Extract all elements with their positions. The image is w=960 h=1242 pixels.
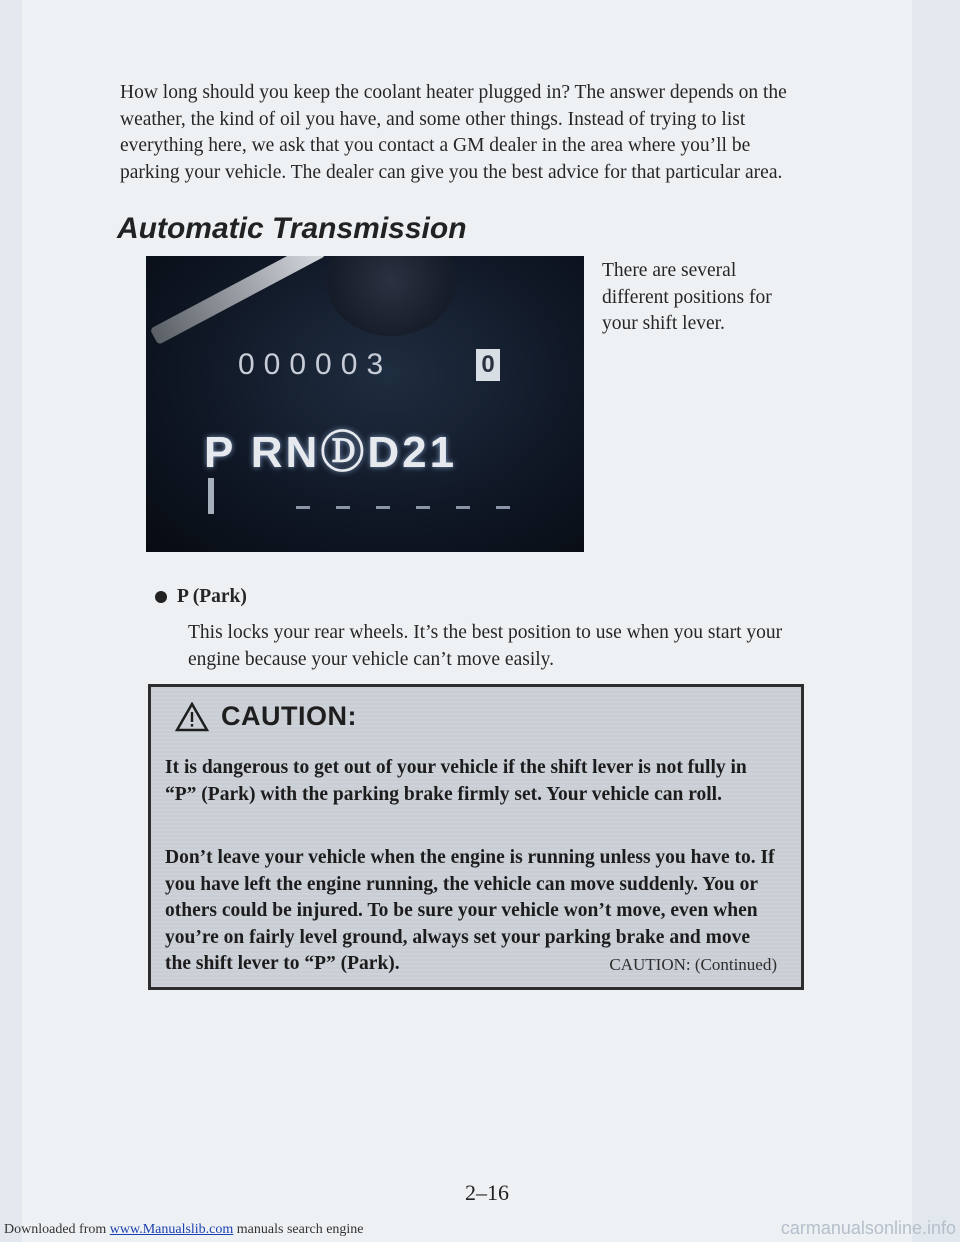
right-margin xyxy=(912,0,960,1242)
indicator-tick xyxy=(208,478,214,514)
warning-triangle-icon xyxy=(175,702,209,732)
odometer-value: 00000 xyxy=(238,348,367,381)
gear-indicator: P RNⒹD21 xyxy=(204,428,458,477)
footer-prefix: Downloaded from xyxy=(4,1222,110,1237)
watermark: carmanualsonline.info xyxy=(780,1218,956,1238)
download-footer xyxy=(4,1222,364,1238)
odometer-tail: 3 xyxy=(366,348,393,381)
intro-paragraph: How long should you keep the coolant heater plugged in? The answer depends on the weather, the kind of oil you have, and some other things. Instead of trying to list everything here, we ask that you contact a GM dealer in the area where you’ll be parking your vehicle. The dealer can give you the best advice for that particular area. xyxy=(120,82,787,183)
odometer-digits xyxy=(238,348,392,382)
left-margin xyxy=(0,0,22,1242)
caution-header xyxy=(175,701,357,732)
caution-paragraph-1: It is dangerous to get out of your vehicle if the shift lever is not fully in “P” (Park) with the parking brake firmly set. Your vehicle can roll. xyxy=(165,757,747,805)
caution-paragraph-2: Don’t leave your vehicle when the engine is running unless you have to. If you have left the engine running, the vehicle can move suddenly. You or others could be injured. To be sure your vehicle won’t move, even when you’re on fairly level ground, always set your parking brake and move the shift lever to “P” (Park). xyxy=(165,847,775,974)
indicator-dashes xyxy=(296,506,536,509)
gauge-hub xyxy=(326,256,456,336)
park-description: This locks your rear wheels. It’s the best position to use when you start your engine because your vehicle can’t move easily. xyxy=(188,622,783,670)
caution-box xyxy=(148,684,804,990)
section-title: Automatic Transmission xyxy=(117,212,467,245)
gauge-needle xyxy=(150,256,326,345)
page-number: 2–16 xyxy=(465,1180,509,1205)
park-bullet xyxy=(155,586,247,608)
caution-title: CAUTION: xyxy=(221,701,357,731)
caution-continued: CAUTION: (Continued) xyxy=(609,955,777,974)
odometer-last-digit: 0 xyxy=(476,349,500,381)
manualslib-link[interactable]: www.Manualslib.com xyxy=(109,1222,234,1237)
shift-lever-note: There are several different positions for your shift lever. xyxy=(602,260,772,334)
footer-suffix: manuals search engine xyxy=(233,1222,364,1237)
instrument-cluster-photo xyxy=(146,256,584,552)
bullet-dot-icon xyxy=(155,591,167,603)
park-label: P (Park) xyxy=(177,586,247,607)
